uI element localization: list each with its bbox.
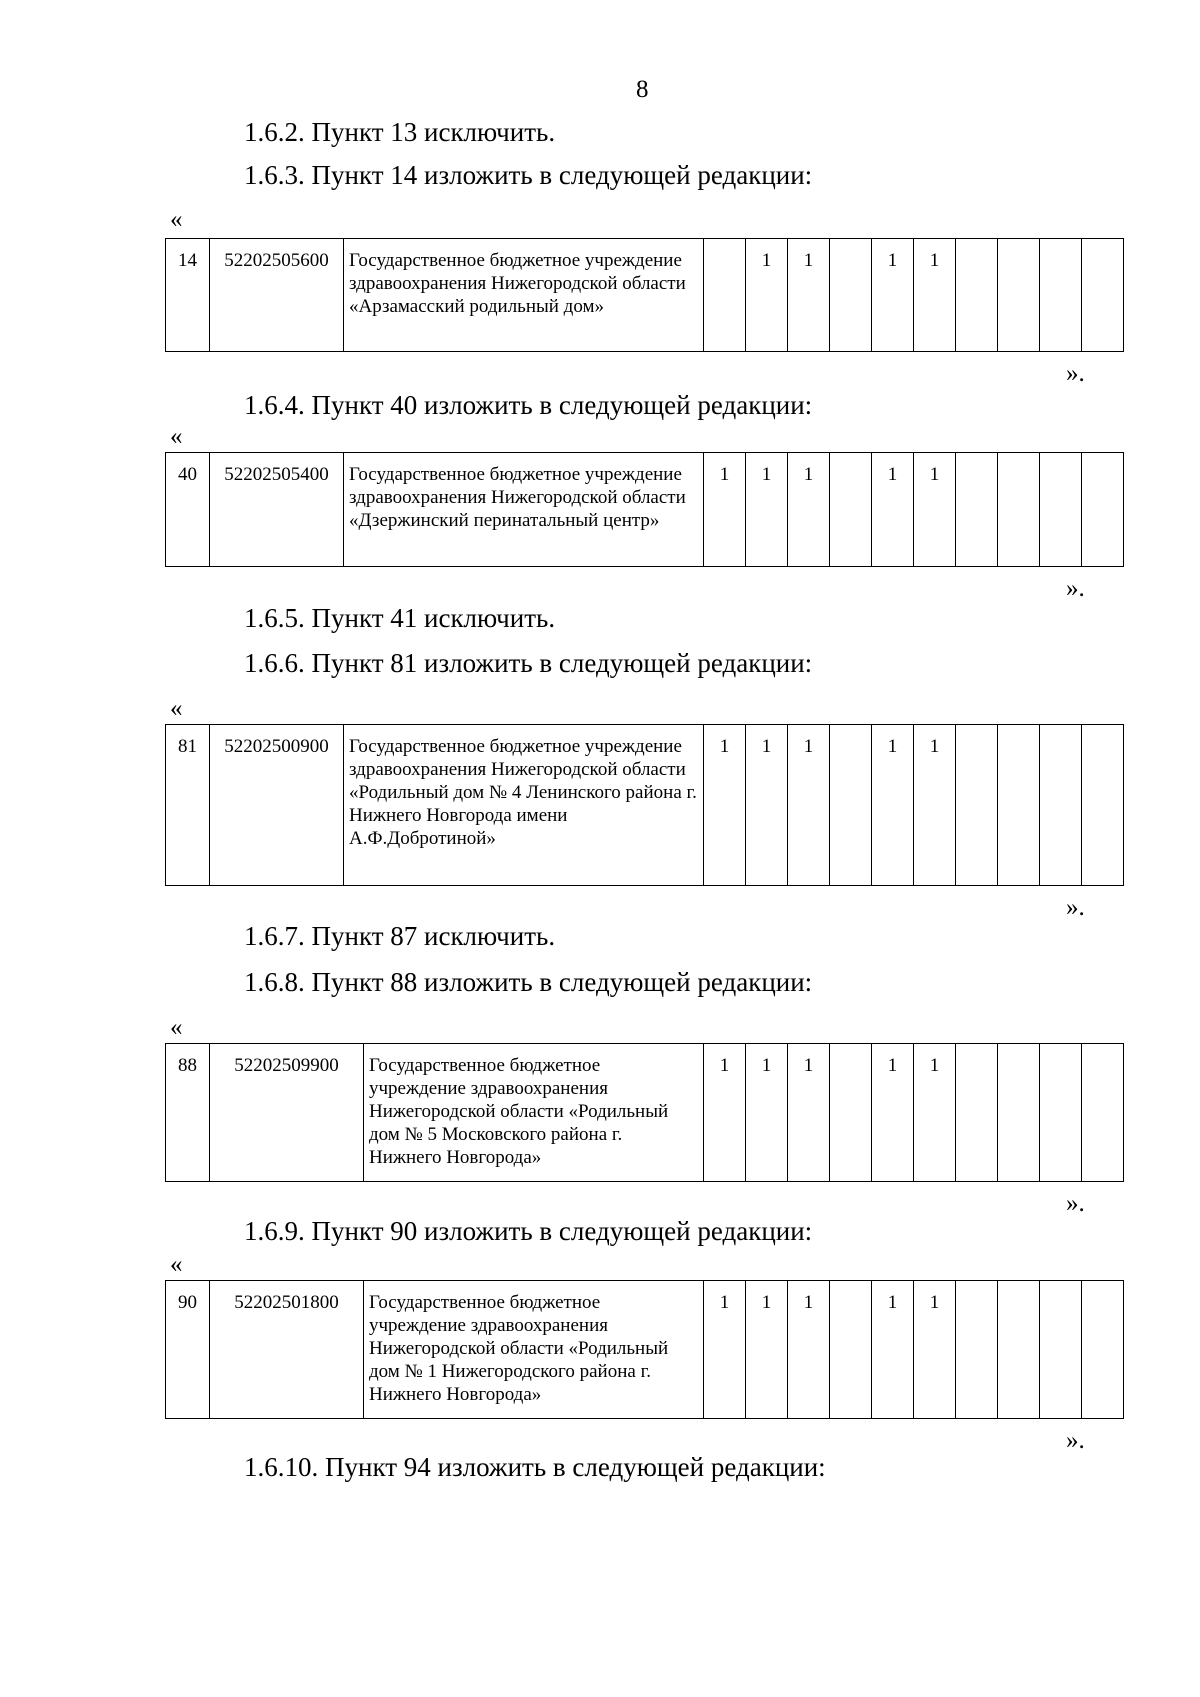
value-cell — [1082, 453, 1124, 567]
amendment-table — [165, 1280, 1124, 1419]
paragraph: 1.6.9. Пункт 90 изложить в следующей редакции: — [244, 1216, 813, 1246]
value-cell: 1 — [704, 1281, 746, 1419]
value-cell — [1040, 1044, 1082, 1182]
close-quote: ». — [1066, 360, 1085, 387]
row-number: 88 — [166, 1044, 210, 1182]
row-code: 52202505400 — [210, 453, 344, 567]
table-row — [166, 1281, 1124, 1419]
value-cell — [956, 725, 998, 886]
value-cell: 1 — [914, 1281, 956, 1419]
value-cell: 1 — [788, 453, 830, 567]
value-cell: 1 — [788, 1044, 830, 1182]
table-row — [166, 725, 1124, 886]
value-cell: 1 — [914, 453, 956, 567]
value-cell — [830, 1044, 872, 1182]
value-cell — [1082, 1281, 1124, 1419]
row-number: 90 — [166, 1281, 210, 1419]
table-row — [166, 453, 1124, 567]
open-quote: « — [170, 1251, 183, 1278]
close-quote: ». — [1066, 575, 1085, 602]
value-cell: 1 — [788, 725, 830, 886]
value-cell — [1082, 725, 1124, 886]
paragraph: 1.6.3. Пункт 14 изложить в следующей редакции: — [244, 160, 813, 190]
row-code: 52202509900 — [210, 1044, 364, 1182]
paragraph: 1.6.6. Пункт 81 изложить в следующей редакции: — [244, 648, 813, 678]
value-cell: 1 — [872, 725, 914, 886]
amendment-table — [165, 1043, 1124, 1182]
close-quote: ». — [1066, 894, 1085, 921]
value-cell — [830, 725, 872, 886]
open-quote: « — [170, 1014, 183, 1041]
amendment-table — [165, 452, 1124, 567]
row-name: Государственное бюджетное учреждение здравоохранения Нижегородской области «Родильный дом № 5 Московского района г. Нижнего Новгорода» — [364, 1044, 704, 1182]
paragraph: 1.6.4. Пункт 40 изложить в следующей редакции: — [244, 390, 813, 420]
row-code: 52202505600 — [210, 239, 344, 352]
value-cell — [1040, 1281, 1082, 1419]
value-cell — [1082, 1044, 1124, 1182]
row-code: 52202500900 — [210, 725, 344, 886]
value-cell — [830, 453, 872, 567]
row-name: Государственное бюджетное учреждение здравоохранения Нижегородской области «Дзержинский перинатальный центр» — [344, 453, 704, 567]
paragraph: 1.6.2. Пункт 13 исключить. — [244, 117, 556, 147]
page-number: 8 — [636, 76, 649, 103]
row-number: 14 — [166, 239, 210, 352]
value-cell — [1040, 725, 1082, 886]
value-cell — [998, 453, 1040, 567]
value-cell: 1 — [746, 725, 788, 886]
value-cell — [956, 453, 998, 567]
value-cell: 1 — [746, 1044, 788, 1182]
open-quote: « — [170, 695, 183, 722]
row-name: Государственное бюджетное учреждение здравоохранения Нижегородской области «Родильный дом № 1 Нижегородского района г. Нижнего Новгорода» — [364, 1281, 704, 1419]
row-number: 81 — [166, 725, 210, 886]
paragraph: 1.6.5. Пункт 41 исключить. — [244, 603, 556, 633]
table-row — [166, 239, 1124, 352]
value-cell — [956, 1281, 998, 1419]
row-code: 52202501800 — [210, 1281, 364, 1419]
close-quote: ». — [1066, 1427, 1085, 1454]
value-cell — [1040, 453, 1082, 567]
paragraph: 1.6.8. Пункт 88 изложить в следующей редакции: — [244, 967, 813, 997]
value-cell — [956, 239, 998, 352]
paragraph: 1.6.7. Пункт 87 исключить. — [244, 921, 556, 951]
value-cell: 1 — [872, 1044, 914, 1182]
value-cell: 1 — [914, 1044, 956, 1182]
value-cell — [998, 1281, 1040, 1419]
value-cell — [998, 725, 1040, 886]
open-quote: « — [170, 423, 183, 450]
value-cell: 1 — [704, 453, 746, 567]
value-cell: 1 — [788, 1281, 830, 1419]
value-cell: 1 — [746, 453, 788, 567]
value-cell: 1 — [704, 725, 746, 886]
value-cell — [1040, 239, 1082, 352]
row-name: Государственное бюджетное учреждение здравоохранения Нижегородской области «Арзамасский родильный дом» — [344, 239, 704, 352]
paragraph: 1.6.10. Пункт 94 изложить в следующей редакции: — [244, 1452, 826, 1482]
close-quote: ». — [1066, 1190, 1085, 1217]
row-name: Государственное бюджетное учреждение здравоохранения Нижегородской области «Родильный дом № 4 Ленинского района г. Нижнего Новгорода имени А.Ф.Добротиной» — [344, 725, 704, 886]
value-cell: 1 — [914, 725, 956, 886]
value-cell — [830, 239, 872, 352]
value-cell — [830, 1281, 872, 1419]
value-cell — [998, 1044, 1040, 1182]
value-cell: 1 — [788, 239, 830, 352]
table-row — [166, 1044, 1124, 1182]
value-cell: 1 — [872, 1281, 914, 1419]
amendment-table — [165, 238, 1124, 352]
amendment-table — [165, 724, 1124, 886]
value-cell: 1 — [704, 1044, 746, 1182]
value-cell: 1 — [914, 239, 956, 352]
value-cell: 1 — [872, 453, 914, 567]
value-cell — [956, 1044, 998, 1182]
value-cell: 1 — [746, 239, 788, 352]
value-cell — [704, 239, 746, 352]
open-quote: « — [170, 206, 183, 233]
value-cell — [1082, 239, 1124, 352]
value-cell: 1 — [872, 239, 914, 352]
row-number: 40 — [166, 453, 210, 567]
value-cell: 1 — [746, 1281, 788, 1419]
value-cell — [998, 239, 1040, 352]
